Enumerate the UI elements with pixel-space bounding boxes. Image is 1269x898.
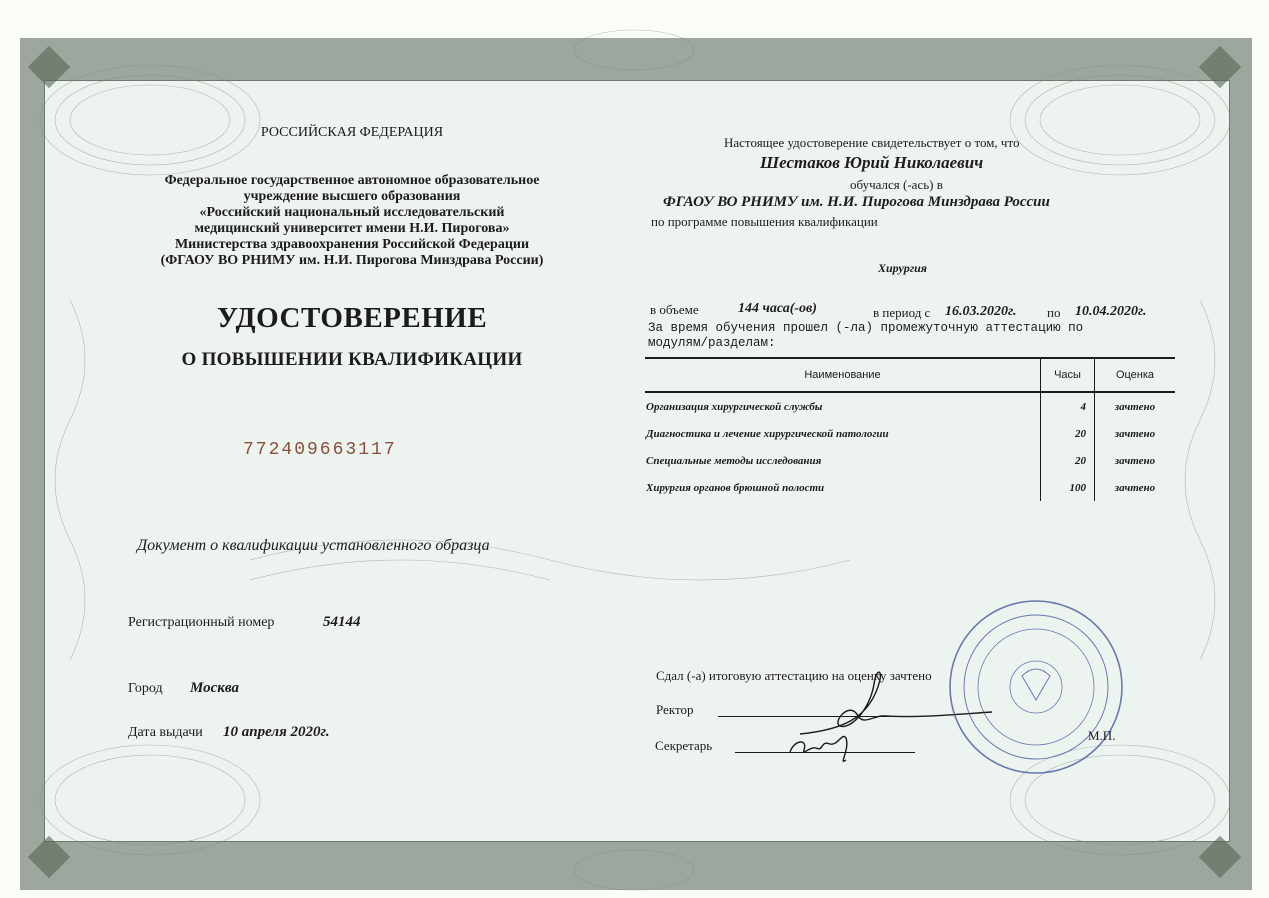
institution-line: Министерства здравоохранения Российской Федерации xyxy=(174,237,530,252)
city-value: Москва xyxy=(190,680,239,696)
attestation-line-2: модулям/разделам: xyxy=(648,336,776,350)
table-row xyxy=(645,392,1175,420)
table-header-row xyxy=(645,358,1175,392)
table-header-name: Наименование xyxy=(645,358,1041,392)
program-label: по программе повышения квалификации xyxy=(651,214,878,229)
attestation-line-1: За время обучения прошел (-ла) промежуточную аттестацию по xyxy=(648,321,1084,335)
studied-in-text: обучался (-ась) в xyxy=(850,177,943,192)
serial-number: 772409663117 xyxy=(243,440,397,460)
stamp-place-label: М.П. xyxy=(1088,728,1116,743)
institution-line: Федеральное государственное автономное образовательное xyxy=(164,173,540,188)
module-name: Организация хирургической службы xyxy=(646,400,823,413)
rector-label: Ректор xyxy=(656,702,694,717)
institution-block xyxy=(64,173,640,269)
table-header-hours: Часы xyxy=(1041,358,1095,392)
secretary-label: Секретарь xyxy=(655,738,713,753)
institution-line: учреждение высшего образования xyxy=(243,189,461,204)
reg-number-value: 54144 xyxy=(323,614,361,630)
official-stamp xyxy=(947,598,1125,776)
module-grade: зачтено xyxy=(1114,481,1156,494)
person-name: Шестаков Юрий Николаевич xyxy=(760,153,984,172)
date-from: 16.03.2020г. xyxy=(945,304,1017,319)
volume-hours: 144 часа(-ов) xyxy=(738,301,817,316)
volume-label: в объеме xyxy=(650,302,699,317)
intro-text: Настоящее удостоверение свидетельствует о том, что xyxy=(724,135,1020,150)
institution-line: «Российский национальный исследовательский xyxy=(199,205,505,220)
module-hours: 20 xyxy=(1041,447,1095,474)
module-grade: зачтено xyxy=(1114,427,1156,440)
to-label: по xyxy=(1047,305,1061,320)
table-header-grade: Оценка xyxy=(1095,358,1176,392)
table-row xyxy=(645,447,1175,474)
module-hours: 4 xyxy=(1041,392,1095,420)
module-grade: зачтено xyxy=(1114,400,1156,413)
document-subtitle: О ПОВЫШЕНИИ КВАЛИФИКАЦИИ xyxy=(181,349,523,370)
document-title: УДОСТОВЕРЕНИЕ xyxy=(216,302,488,334)
date-to: 10.04.2020г. xyxy=(1075,304,1147,319)
period-label: в период с xyxy=(873,305,931,320)
document-type: Документ о квалификации установленного образца xyxy=(137,537,490,554)
city-label: Город xyxy=(128,681,163,696)
table-row xyxy=(645,474,1175,501)
module-grade: зачтено xyxy=(1114,454,1156,467)
final-attestation-text: Сдал (-а) итоговую аттестацию на оценку зачтено xyxy=(656,668,932,683)
issue-date-value: 10 апреля 2020г. xyxy=(223,724,330,740)
table-row xyxy=(645,420,1175,447)
module-name: Специальные методы исследования xyxy=(646,454,822,467)
institution-line: медицинский университет имени Н.И. Пирогова» xyxy=(194,221,510,236)
reg-number-label: Регистрационный номер xyxy=(128,615,275,630)
institution-short: ФГАОУ ВО РНИМУ им. Н.И. Пирогова Минздрава России xyxy=(663,194,1050,210)
module-name: Диагностика и лечение хирургической патологии xyxy=(646,427,889,440)
program-name: Хирургия xyxy=(878,261,927,275)
module-hours: 20 xyxy=(1041,420,1095,447)
modules-table xyxy=(645,357,1175,501)
module-hours: 100 xyxy=(1041,474,1095,501)
module-name: Хирургия органов брюшной полости xyxy=(646,481,825,494)
issue-date-label: Дата выдачи xyxy=(128,725,203,740)
institution-line: (ФГАОУ ВО РНИМУ им. Н.И. Пирогова Минздрава России) xyxy=(160,253,544,268)
country-heading: РОССИЙСКАЯ ФЕДЕРАЦИЯ xyxy=(260,125,444,140)
